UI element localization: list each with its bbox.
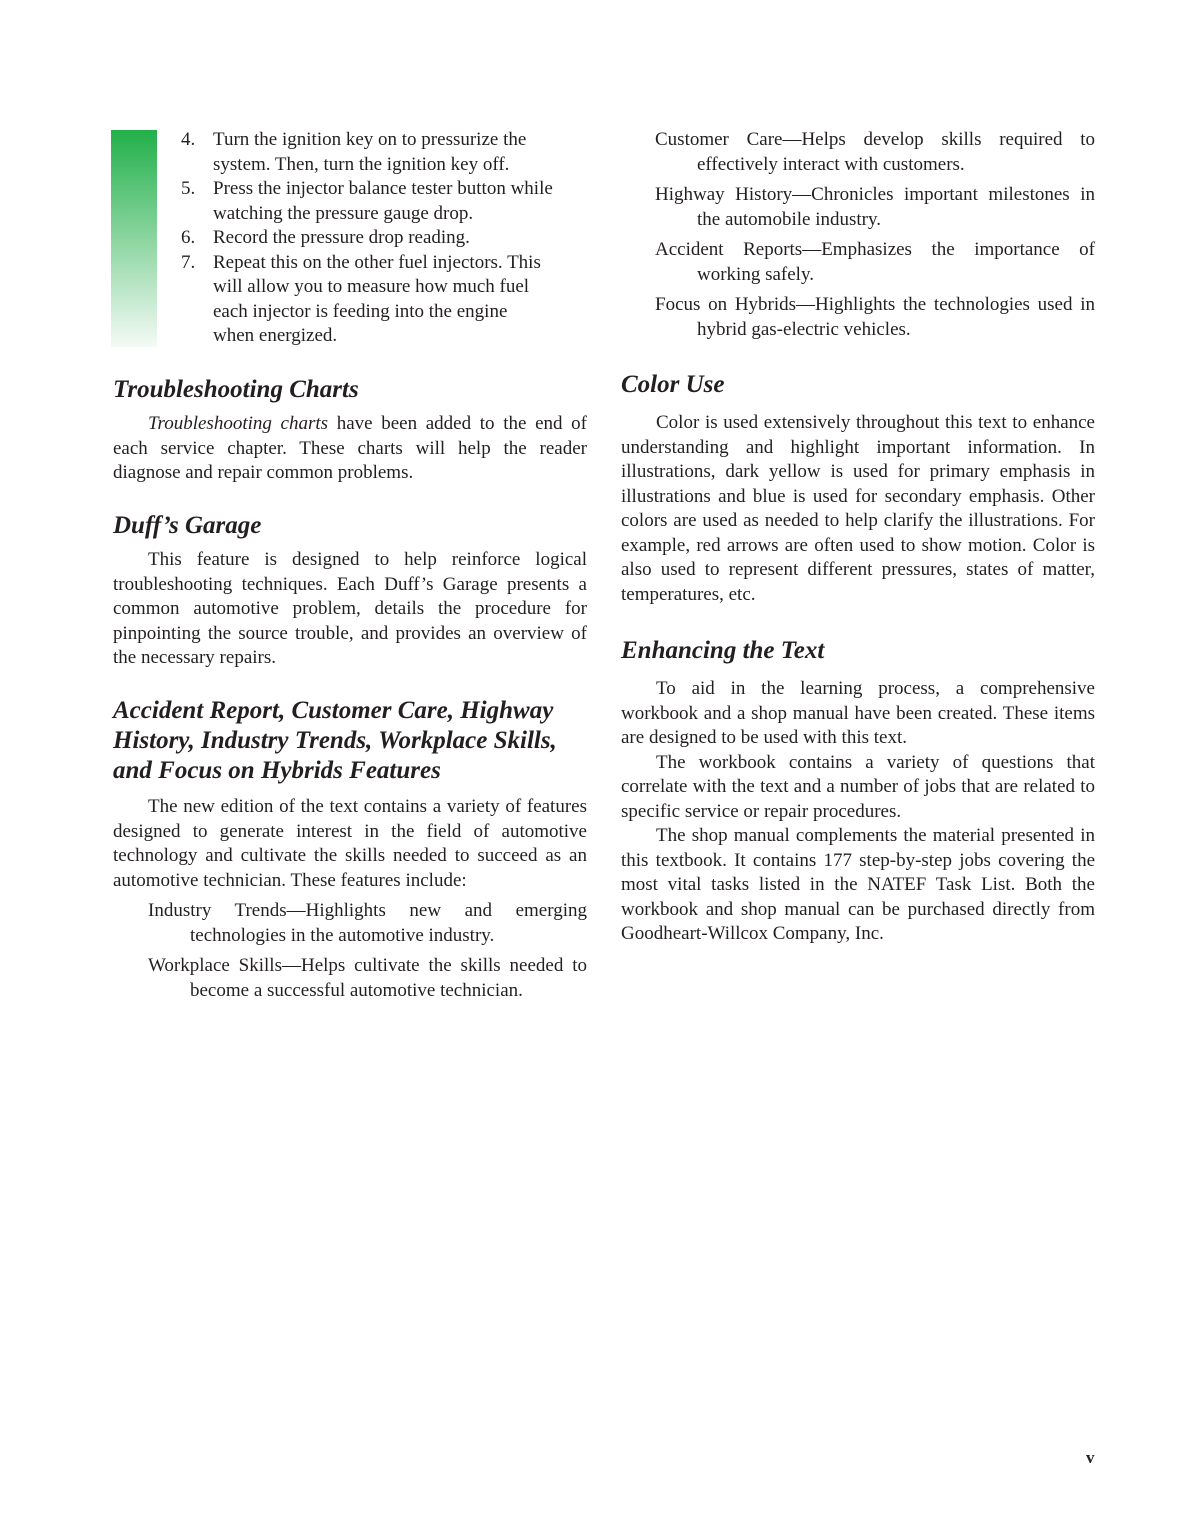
features-paragraph: The new edition of the text contains a variety of features designed to generate interest in the field of automotive technology and cultivate the skills needed to succeed as an automotive technician. These features include: xyxy=(113,796,587,891)
heading-color-use: Color Use xyxy=(621,371,725,398)
features-section xyxy=(113,795,587,1009)
color-use-paragraph: Color is used extensively throughout this text to enhance understanding and highlight important information. In illustrations, dark yellow is used for primary emphasis in illustrations and blue is used for secondary emphasis. Other colors are used as needed to help clarify the illustrations. For example, red arrows are often used to show motion. Color is also used to represent different pressures, states of matter, temperatures, etc. xyxy=(621,412,1095,605)
step-item xyxy=(181,128,581,177)
duffs-section xyxy=(113,548,587,671)
step-text: Press the injector balance tester button while watching the pressure gauge drop. xyxy=(213,178,553,224)
step-number: 6. xyxy=(181,227,196,248)
enhancing-paragraph: The shop manual complements the material presented in this textbook. It contains 177 step-by-step jobs covering the most vital tasks listed in the NATEF Task List. Both the workbook and shop manual can be purchased directly from Goodheart-Willcox Company, Inc. xyxy=(621,825,1095,944)
troubleshooting-section xyxy=(113,412,587,486)
feature-item: Accident Reports—Emphasizes the importance of working safely. xyxy=(655,239,1095,285)
page-number: v xyxy=(1086,1448,1095,1467)
feature-item: Industry Trends—Highlights new and emerging technologies in the automotive industry. xyxy=(148,900,587,946)
step-item xyxy=(181,177,581,226)
step-number: 4. xyxy=(181,129,196,150)
step-text: Turn the ignition key on to pressurize the system. Then, turn the ignition key off. xyxy=(213,129,527,175)
enhancing-paragraph: The workbook contains a variety of questions that correlate with the text and a number of jobs that are related to specific service or repair procedures. xyxy=(621,751,1095,822)
step-item xyxy=(181,251,543,349)
heading-duffs-garage: Duff’s Garage xyxy=(113,512,262,539)
features-list-continued xyxy=(655,128,1095,348)
heading-features: Accident Report, Customer Care, Highway History, Industry Trends, Workplace Skills, and Focus on Hybrids Features xyxy=(113,697,557,784)
green-accent-bar xyxy=(111,130,157,347)
step-number: 5. xyxy=(181,178,196,199)
feature-item: Workplace Skills—Helps cultivate the skills needed to become a successful automotive technician. xyxy=(148,955,587,1001)
color-use-section xyxy=(621,411,1095,607)
duffs-paragraph: This feature is designed to help reinforce logical troubleshooting techniques. Each Duff’s Garage presents a common automotive problem, details the procedure for pinpointing the source trouble, and provides an overview of the necessary repairs. xyxy=(113,549,587,668)
procedure-steps xyxy=(181,128,581,349)
feature-item: Customer Care—Helps develop skills required to effectively interact with customers. xyxy=(655,129,1095,175)
heading-troubleshooting-charts: Troubleshooting Charts xyxy=(113,376,359,403)
step-number: 7. xyxy=(181,251,196,273)
enhancing-section xyxy=(621,677,1095,947)
feature-item: Highway History—Chronicles important milestones in the automobile industry. xyxy=(655,184,1095,230)
heading-enhancing-text: Enhancing the Text xyxy=(621,637,825,664)
emphasis-text: Troubleshooting charts xyxy=(148,413,329,434)
enhancing-paragraph: To aid in the learning process, a comprehensive workbook and a shop manual have been created. These items are designed to be used with this text. xyxy=(621,678,1095,748)
feature-item: Focus on Hybrids—Highlights the technologies used in hybrid gas-electric vehicles. xyxy=(655,294,1095,340)
step-text: Repeat this on the other fuel injectors. This will allow you to measure how much fuel each injector is feeding into the engine when energized. xyxy=(213,251,541,346)
body-text: have been added to the end of each service chapter. These charts will help the reader diagnose and repair common problems. xyxy=(113,413,587,483)
step-text: Record the pressure drop reading. xyxy=(213,227,470,248)
step-item xyxy=(181,226,581,251)
troubleshooting-paragraph xyxy=(113,412,587,486)
